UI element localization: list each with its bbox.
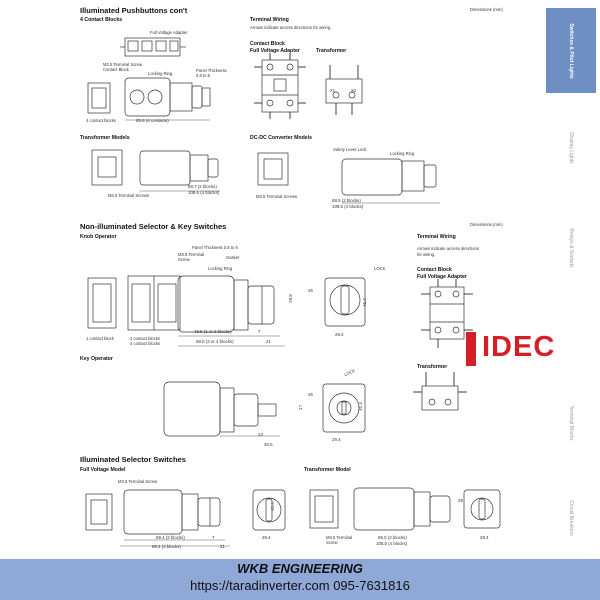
logo-text: IDEC xyxy=(482,331,556,363)
section-title-illum-selector: Illuminated Selector Switches xyxy=(80,455,186,464)
transformer-models-heading: Transformer Models xyxy=(80,135,130,141)
dimension-294d: 29.4 xyxy=(480,535,489,540)
label-m35-terminal-screws: M3.5 Terminal Screws xyxy=(108,193,150,198)
label-4-contact: 4 contact blocks xyxy=(130,341,161,346)
dimension-25: 25 xyxy=(308,288,313,293)
label-locking-ring-knob: Locking Ring xyxy=(208,266,233,271)
knob-operator-heading: Knob Operator xyxy=(80,234,117,240)
fv-model-heading: Full Voltage Model xyxy=(80,467,126,473)
dimension-25c: 25 xyxy=(458,498,463,503)
label-1-contact: 1 contact block xyxy=(86,336,114,341)
label-panel-range: 0.8 to 6 xyxy=(196,73,210,78)
idec-logo xyxy=(466,332,578,366)
fva-heading-2: Full Voltage Adapter xyxy=(417,274,467,280)
drawing-terminal-wiring-pb xyxy=(250,55,370,125)
sidebar-item-label: Display Lights xyxy=(568,132,574,164)
drawing-fv-front xyxy=(245,484,295,536)
arrows-note: Arrows indicate access directions for wiring. xyxy=(250,25,332,30)
dimensions-note: Dimensions (mm) xyxy=(470,7,503,12)
dimension-685: 68.5 (3 or 4 blocks) xyxy=(196,339,234,344)
drawing-key-operator xyxy=(160,374,300,444)
drawing-dcdc-converter xyxy=(250,145,460,205)
label-lock: LOCK xyxy=(374,266,386,271)
dimension-887: 88.7 (2 blocks) xyxy=(188,184,217,189)
label-m35-terminal: M3.5 Terminal Screw xyxy=(103,62,143,67)
label-locking-ring: Locking Ring xyxy=(148,71,173,76)
x2-label: X2 xyxy=(351,88,357,93)
label-lock-key: LOCK xyxy=(343,367,356,378)
dimension-414c: 41.4 xyxy=(269,502,275,511)
dimensions-note-2: Dimensions (mm) xyxy=(470,222,503,227)
drawing-fv-model xyxy=(80,484,245,549)
sidebar-item-label: Switches & Pilot Lights xyxy=(568,22,574,79)
drawing-4-contact-blocks xyxy=(80,28,240,123)
label-panel-thickness-knob: Panel Thickness 0.8 to 6 xyxy=(192,245,238,250)
terminal-wiring-heading-2: Terminal Wiring xyxy=(417,234,456,240)
dcdc-heading: DC-DC Converter Models xyxy=(250,135,312,141)
dimension-885: 88.5 (2 blocks) xyxy=(332,198,361,203)
sidebar-item-relays-sockets[interactable] xyxy=(546,208,596,288)
sidebar-item-label: Circuit Breakers xyxy=(568,500,574,536)
drawing-transformer-models xyxy=(80,145,230,195)
subheading-4-contact: 4 Contact Blocks xyxy=(80,17,123,23)
label-4-contact-blocks: 4 contact blocks xyxy=(86,118,117,123)
sidebar-item-label: Terminal Blocks xyxy=(568,405,574,441)
dimension-1055: 105.5 (4 blocks) xyxy=(376,541,408,546)
dimension-414: 41.4 xyxy=(361,298,367,307)
dimension-21: 21 xyxy=(266,339,271,344)
dimension-1095b: 109.5 (4 blocks) xyxy=(332,204,364,209)
sidebar-item-terminal-blocks[interactable] xyxy=(546,383,596,463)
logo-bar xyxy=(466,332,476,366)
label-m35-illum: M3.5 Terminal Screw xyxy=(118,479,158,484)
contact-block-heading: Contact Block xyxy=(250,41,285,47)
sidebar xyxy=(528,8,600,553)
dimension-7b: 7 xyxy=(212,535,215,540)
fva-heading: Full Voltage Adapter xyxy=(250,48,300,54)
label-m35-terminal-screws-2: M3.5 Terminal Screws xyxy=(256,194,298,199)
sidebar-item-circuit-breakers[interactable] xyxy=(546,478,596,558)
label-contact-block: Contact Block xyxy=(103,67,129,72)
dimension-855: 85.5 (2 blocks) xyxy=(378,535,407,540)
label-locking-ring-2: Locking Ring xyxy=(390,151,415,156)
label-safety-lever-lock: Safety Lever Lock xyxy=(333,147,367,152)
terminal-wiring-heading: Terminal Wiring xyxy=(250,17,289,23)
contact-block-heading-2: Contact Block xyxy=(417,267,452,273)
arrows-note-2b: for wiring. xyxy=(417,252,436,257)
dimension-694: 69.4 (2 blocks) xyxy=(156,535,185,540)
transformer-heading-2: Transformer xyxy=(417,364,448,370)
company-name: WKB ENGINEERING xyxy=(237,561,363,576)
drawing-key-front xyxy=(315,378,375,440)
dimension-414b: 41.4 xyxy=(357,402,363,411)
dimension-7: 7 xyxy=(258,329,261,334)
drawing-knob-front xyxy=(315,270,375,332)
dimension-17: 17 xyxy=(297,405,303,410)
drawing-knob-operator xyxy=(80,262,300,352)
sidebar-item-switches-pilot-lights[interactable] xyxy=(546,8,596,93)
dimension-1095: 109.5 (4 blocks) xyxy=(188,190,220,195)
footer-banner xyxy=(0,559,600,600)
transformer-model-heading: Transformer Model xyxy=(304,467,351,473)
arrows-note-2a: Arrows indicate access directions xyxy=(417,246,479,251)
dimension-2925: 29.4 xyxy=(332,437,341,442)
x1-label: X1 xyxy=(330,88,336,93)
label-m35-terminal-knob: M3.5 Terminal xyxy=(178,252,205,257)
dimension-294: 29.4 xyxy=(335,332,344,337)
drawing-transformer-wiring-sel xyxy=(410,372,470,417)
label-2-contact: 2 contact blocks xyxy=(130,336,161,341)
label-screw: Screw xyxy=(178,257,190,262)
label-screw-t: Screw xyxy=(326,540,338,545)
dimension-894: 89.4 (4 blocks) xyxy=(152,544,181,549)
label-full-voltage-adapter: Full Voltage Adapter xyxy=(150,30,188,35)
label-gasket: Gasket xyxy=(226,255,240,260)
label-m35-terminal-t: M3.5 Terminal xyxy=(326,535,353,540)
dimension-13: 13 xyxy=(258,432,263,437)
dimension-85: 85.8 (4 contacts) xyxy=(136,118,169,123)
dimension-305: 30.5 xyxy=(264,442,273,447)
dimension-485: 48.5 (1 or 2 blocks) xyxy=(194,329,232,334)
sidebar-item-label: Relays & Sockets xyxy=(568,228,574,268)
dimension-21b: 21 xyxy=(220,544,225,549)
dimension-29: 29.8 xyxy=(287,294,293,303)
sidebar-item-display-lights[interactable] xyxy=(546,108,596,188)
section-title-illuminated-pushbuttons: Illuminated Pushbuttons con't xyxy=(80,6,188,15)
transformer-heading: Transformer xyxy=(316,48,347,54)
dimension-294c: 29.4 xyxy=(262,535,271,540)
section-title-selector: Non-illuminated Selector & Key Switches xyxy=(80,222,227,231)
label-panel-thickness: Panel Thickness xyxy=(196,68,227,73)
drawing-transformer-model xyxy=(304,482,519,537)
contact-info[interactable]: https://taradinverter.com 095-7631816 xyxy=(190,578,410,593)
key-operator-heading: Key Operator xyxy=(80,356,113,362)
dimension-25b: 25 xyxy=(308,392,313,397)
